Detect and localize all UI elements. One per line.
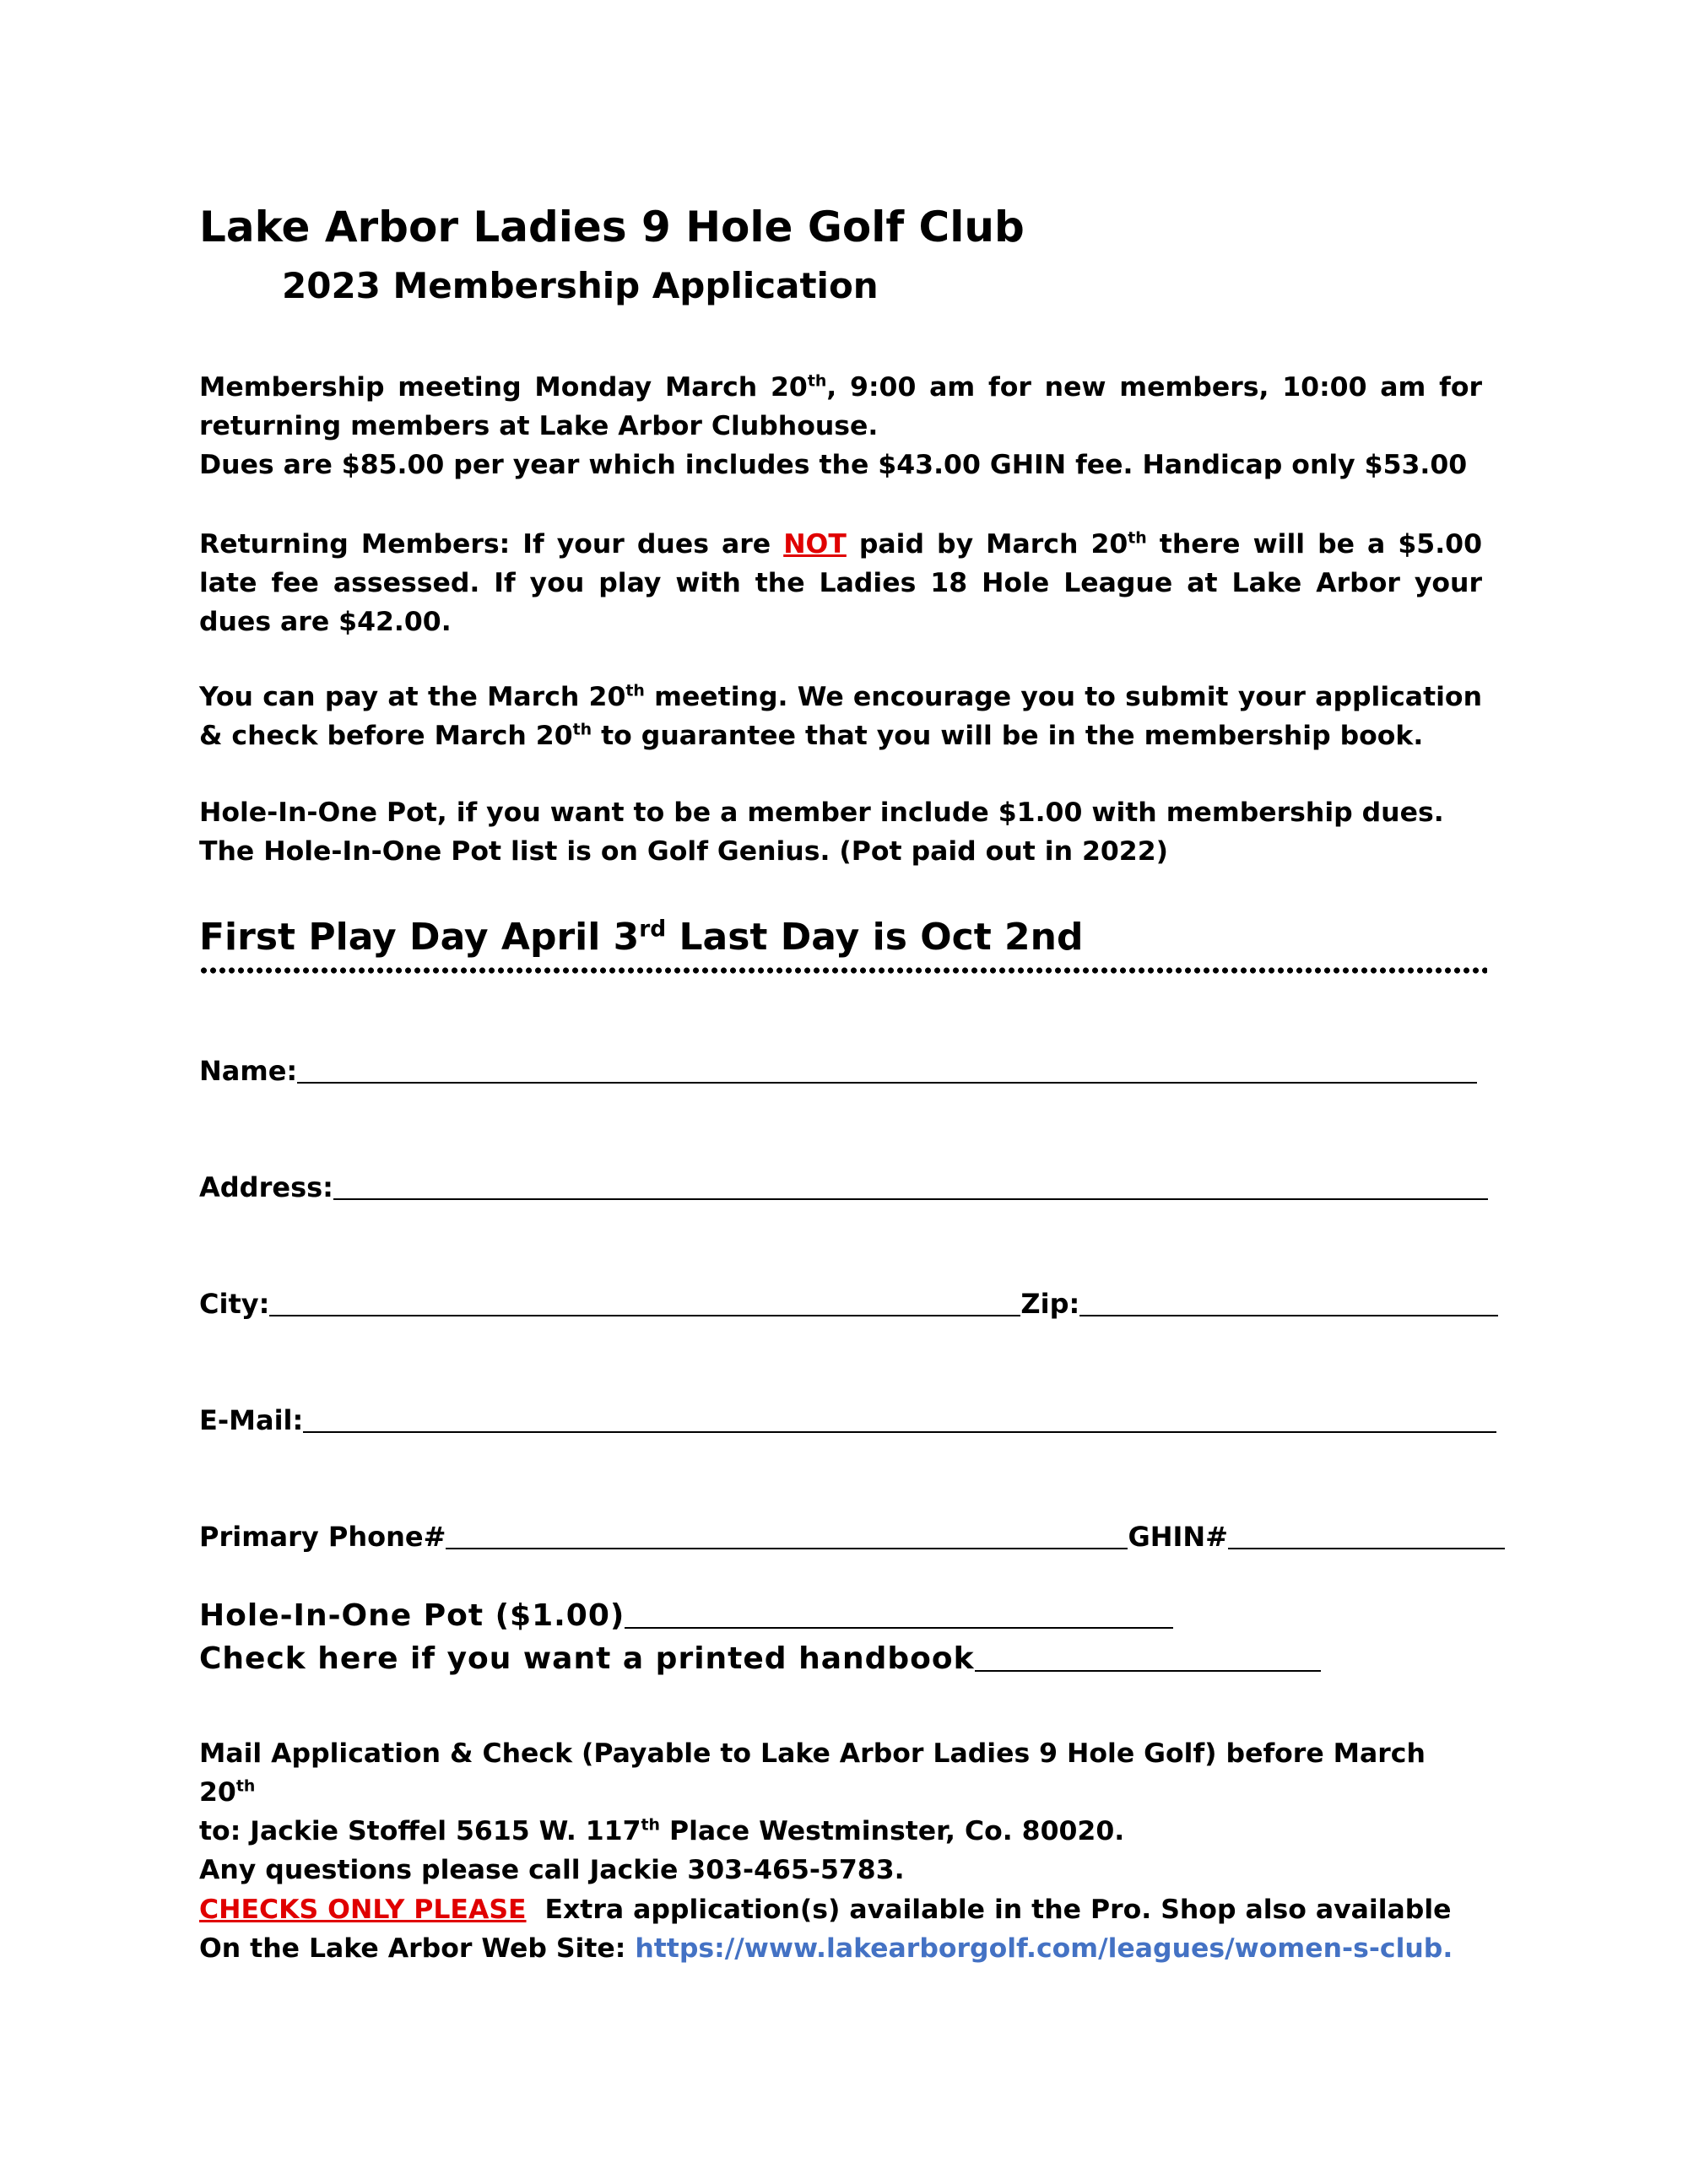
returning-text: Returning Members: If your dues are [199, 529, 784, 560]
pot-line[interactable] [625, 1627, 1173, 1629]
address-field[interactable] [199, 1171, 1488, 1203]
website-label: On the Lake Arbor Web Site: [199, 1933, 636, 1964]
address-label: Address: [199, 1171, 333, 1203]
email-line[interactable] [303, 1431, 1496, 1433]
meeting-text: Membership meeting Monday March 20 [199, 372, 808, 403]
meeting-sup: th [807, 371, 827, 391]
returning-sup: th [1128, 528, 1147, 548]
pay-text-b: meeting. We encourage you to submit your application & check before March 20 [199, 682, 1482, 751]
pay-text-c: to guarantee that you will be in the membership book. [592, 721, 1424, 751]
play-day-heading [199, 916, 1083, 959]
returning-text-c: there will be a $5.00 late fee assessed. If you play with the Ladies 18 Hole League at Lake Arbor your dues are $42.00. [199, 529, 1482, 637]
meeting-text-cont: , 9:00 am for new members, 10:00 am for returning members at Lake Arbor Clubhouse. [199, 372, 1482, 441]
mail-sup1: th [235, 1776, 256, 1796]
pay-sup1: th [625, 681, 645, 700]
mail-address-text: to: Jackie Stoffel 5615 W. 117 [199, 1816, 641, 1846]
pay-sup2: th [572, 720, 592, 739]
holeinone-line1: Hole-In-One Pot, if you want to be a member include $1.00 with membership dues. [199, 797, 1444, 828]
mail-paragraph [199, 1734, 1482, 1889]
checks-only-notice: CHECKS ONLY PLEASE [199, 1895, 527, 1925]
phone-label: Primary Phone# [199, 1521, 446, 1553]
handbook-line[interactable] [975, 1670, 1321, 1672]
address-line[interactable] [333, 1198, 1488, 1200]
city-line[interactable] [269, 1315, 1020, 1316]
page-title: Lake Arbor Ladies 9 Hole Golf Club [199, 203, 1025, 251]
play-day-text-b: Last Day is Oct 2nd [666, 916, 1084, 959]
name-line[interactable] [297, 1082, 1477, 1084]
pot-field[interactable] [199, 1598, 1173, 1633]
phone-line[interactable] [446, 1548, 1128, 1549]
website-link[interactable]: https://www.lakearborgolf.com/leagues/women-s-club. [635, 1933, 1453, 1964]
ghin-label: GHIN# [1128, 1521, 1228, 1553]
footer-paragraph [199, 1890, 1482, 1968]
city-label: City: [199, 1288, 270, 1320]
meeting-paragraph [199, 368, 1482, 484]
mail-sup2: th [641, 1815, 661, 1835]
mail-address-cont: Place Westminster, Co. 80020. [660, 1816, 1125, 1846]
returning-text-b: paid by March 20 [846, 529, 1128, 560]
pot-label: Hole-In-One Pot ($1.00) [199, 1598, 625, 1633]
mail-text: Mail Application & Check (Payable to Lake Arbor Ladies 9 Hole Golf) before March 20 [199, 1738, 1426, 1808]
city-field[interactable] [199, 1288, 1498, 1320]
dues-text: Dues are $85.00 per year which includes the $43.00 GHIN fee. Handicap only $53.00 [199, 450, 1468, 480]
holeinone-paragraph [199, 793, 1482, 871]
pay-paragraph [199, 678, 1482, 755]
handbook-label: Check here if you want a printed handbook [199, 1641, 975, 1676]
returning-paragraph [199, 525, 1482, 641]
email-field[interactable] [199, 1404, 1496, 1436]
play-day-text: First Play Day April 3 [199, 916, 640, 959]
dotted-divider [199, 966, 1487, 975]
handbook-field[interactable] [199, 1641, 1321, 1676]
extra-applications-text: Extra application(s) available in the Pro. Shop also available [526, 1895, 1452, 1925]
not-emphasis: NOT [783, 529, 847, 560]
name-label: Name: [199, 1055, 298, 1087]
holeinone-line2: The Hole-In-One Pot list is on Golf Genius. (Pot paid out in 2022) [199, 836, 1169, 867]
play-day-sup: rd [639, 916, 667, 943]
email-label: E-Mail: [199, 1404, 304, 1436]
name-field[interactable] [199, 1055, 1477, 1087]
zip-line[interactable] [1079, 1315, 1498, 1316]
zip-label: Zip: [1020, 1288, 1080, 1320]
page-subtitle: 2023 Membership Application [282, 265, 879, 306]
phone-field[interactable] [199, 1521, 1505, 1553]
questions-text: Any questions please call Jackie 303-465-5783. [199, 1855, 905, 1885]
ghin-line[interactable] [1228, 1548, 1505, 1549]
pay-text: You can pay at the March 20 [199, 682, 626, 712]
